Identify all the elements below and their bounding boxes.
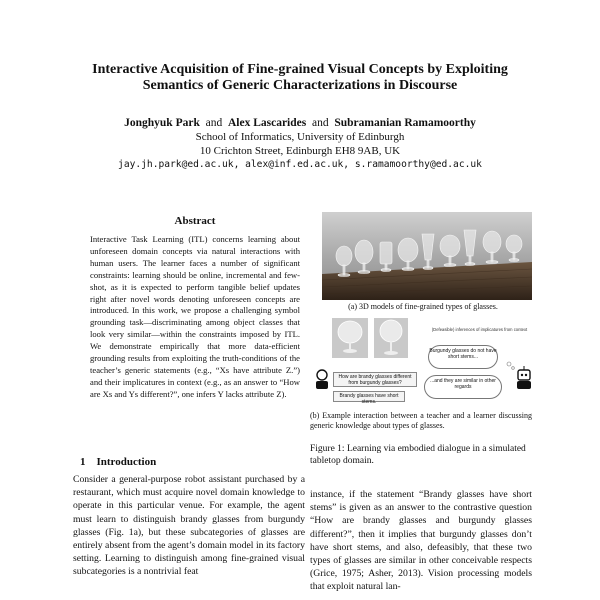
- abstract-heading: Abstract: [174, 215, 216, 227]
- author-and-1: and: [205, 117, 223, 129]
- section-number: 1: [80, 456, 86, 468]
- inference-label: (Defeasible) inferences of implicatures from context: [431, 327, 528, 332]
- address: 10 Crichton Street, Edinburgh EH8 9AB, UK: [199, 145, 401, 157]
- figure-1a-caption: (a) 3D models of fine-grained types of glasses.: [348, 302, 498, 311]
- title-line-2: Semantics of Generic Characterizations in Discourse: [142, 78, 458, 93]
- affiliation: School of Informatics, University of Edinburgh: [195, 131, 405, 143]
- thought-bubble-2: ...and they are similar in other regards: [424, 375, 502, 399]
- teacher-question-box: How are brandy glasses different from burgundy glasses?: [333, 372, 417, 387]
- paper-title: [40, 62, 560, 94]
- author-emails: jay.jh.park@ed.ac.uk, alex@inf.ed.ac.uk, s.ramamoorthy@ed.ac.uk: [118, 159, 482, 170]
- teacher-answer-box: Brandy glasses have short stems.: [333, 391, 405, 402]
- robot-icon: [517, 366, 531, 389]
- author-2: Alex Lascarides: [227, 117, 307, 129]
- section-title: Introduction: [96, 456, 157, 468]
- abstract-text: Interactive Task Learning (ITL) concerns learning about unforeseen domain concepts via natural interactions with human users. The learner faces a number of significant constraints: learning should be online, incremental and few-shot, as it is expected to perform tangible belief updates right after novel words denoting unforeseen concepts are introduced. In this work, we propose a challenging symbol grounding task—discriminating among object classes that look very similar—within the constraints imposed by ITL. We demonstrate empirically that more data-efficient grounding results from exploiting the truth-conditions of the teacher’s generic statements (e.g., “Xs have attribute Z.”) and their implicatures in context (e.g., as an answer to “How are Xs and Ys different?”, one infers Y lacks attribute Z).: [90, 234, 300, 399]
- title-line-1: Interactive Acquisition of Fine-grained Visual Concepts by Exploiting: [92, 62, 508, 77]
- intro-right-text: instance, if the statement “Brandy glasses have short stems” is given as an answer to the contrastive question “How are brandy glasses and burgundy glasses different?”, then it implies that burgundy glasses don’t have short stems, and also, defeasibly, that these two types of glasses are similar in other conceivable respects (Grice, 1975; Asher, 2013). Vision processing models that exploit natural lan-: [310, 489, 532, 593]
- author-and-2: and: [311, 117, 329, 129]
- thought-bubble-1: Burgundy glasses do not have short stems...: [428, 345, 498, 369]
- author-line: [40, 116, 560, 130]
- author-3: Subramanian Ramamoorthy: [334, 117, 476, 129]
- figure-1b-caption: (b) Example interaction between a teacher and a learner discussing generic knowledge about types of glasses.: [310, 411, 532, 430]
- intro-left-text: Consider a general-purpose robot assistant purchased by a restaurant, which must acquire novel domain knowledge to operate in this particular venue. For example, the agent must learn to distinguish brandy glasses from burgundy glasses (Fig. 1a), but these subcategories of glasses are entirely absent from the agent’s domain model in its factory setting. Learning to distinguish among fine-grained visual subcategories is a nontrivial feat: [73, 474, 305, 578]
- teacher-icon: [316, 370, 328, 389]
- figure-1-caption: Figure 1: Learning via embodied dialogue in a simulated tabletop domain.: [310, 444, 526, 466]
- author-1: Jonghyuk Park: [124, 117, 200, 129]
- figure-1a-glasses-render: [322, 212, 532, 300]
- section-heading: [80, 456, 300, 468]
